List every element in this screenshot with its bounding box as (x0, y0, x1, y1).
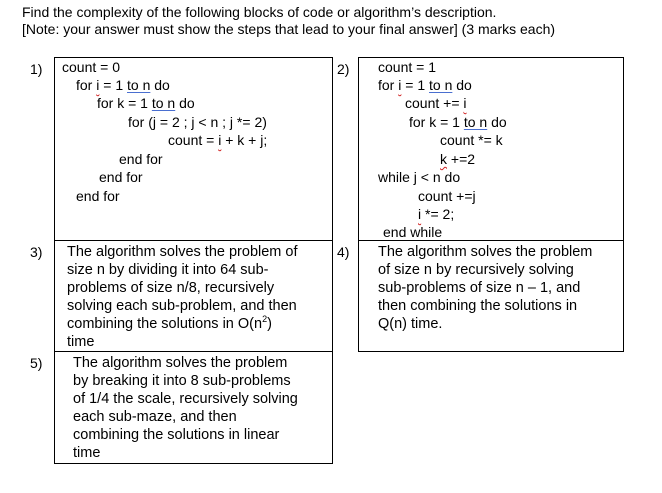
question-number-4: 4) (337, 244, 350, 260)
question-number-3: 3) (30, 244, 43, 260)
code-line: while j < n do (378, 169, 461, 185)
instruction-line: Find the complexity of the following blocks of code or algorithm’s description. (22, 4, 497, 20)
code-line: for i = 1 to n do (76, 77, 170, 93)
question-number-5: 5) (30, 355, 43, 371)
code-line: for k = 1 to n do (409, 114, 507, 130)
question-number-1: 1) (30, 61, 43, 77)
code-line: count += i (405, 95, 467, 111)
code-line: end for (119, 151, 163, 167)
note-line: [Note: your answer must show the steps that lead to your final answer] (3 marks each) (22, 21, 556, 37)
code-line: for (j = 2 ; j < n ; j *= 2) (128, 114, 267, 130)
code-line: count *= k (440, 132, 503, 148)
question-5-text: The algorithm solves the problem by breaking it into 8 sub-problems of 1/4 the scale, recursively solving each sub-maze, and then combining the solutions in linear time (73, 355, 298, 461)
code-line: end while (383, 224, 443, 240)
code-line: count +=j (418, 188, 476, 204)
code-line: for k = 1 to n do (97, 95, 195, 111)
question-4-text: The algorithm solves the problem of size n by recursively solving sub-problems of size n – 1, and then combining the solutions in Q(n) time. (378, 244, 593, 332)
code-line: end for (99, 169, 143, 185)
question-number-2: 2) (337, 61, 350, 77)
code-line: end for (76, 188, 120, 204)
code-line: count = 1 (378, 59, 436, 75)
code-line: count = i + k + j; (168, 132, 268, 148)
code-line: for i = 1 to n do (378, 77, 472, 93)
code-line: count = 0 (62, 59, 120, 75)
question-3-text: The algorithm solves the problem of size n by dividing it into 64 sub- problems of size n/8, recursively solving each sub-problem, and then combining the solutions in $O(n^2)$ time (67, 244, 298, 350)
code-line: k +=2 (440, 151, 476, 167)
code-line: i *= 2; (418, 206, 455, 222)
